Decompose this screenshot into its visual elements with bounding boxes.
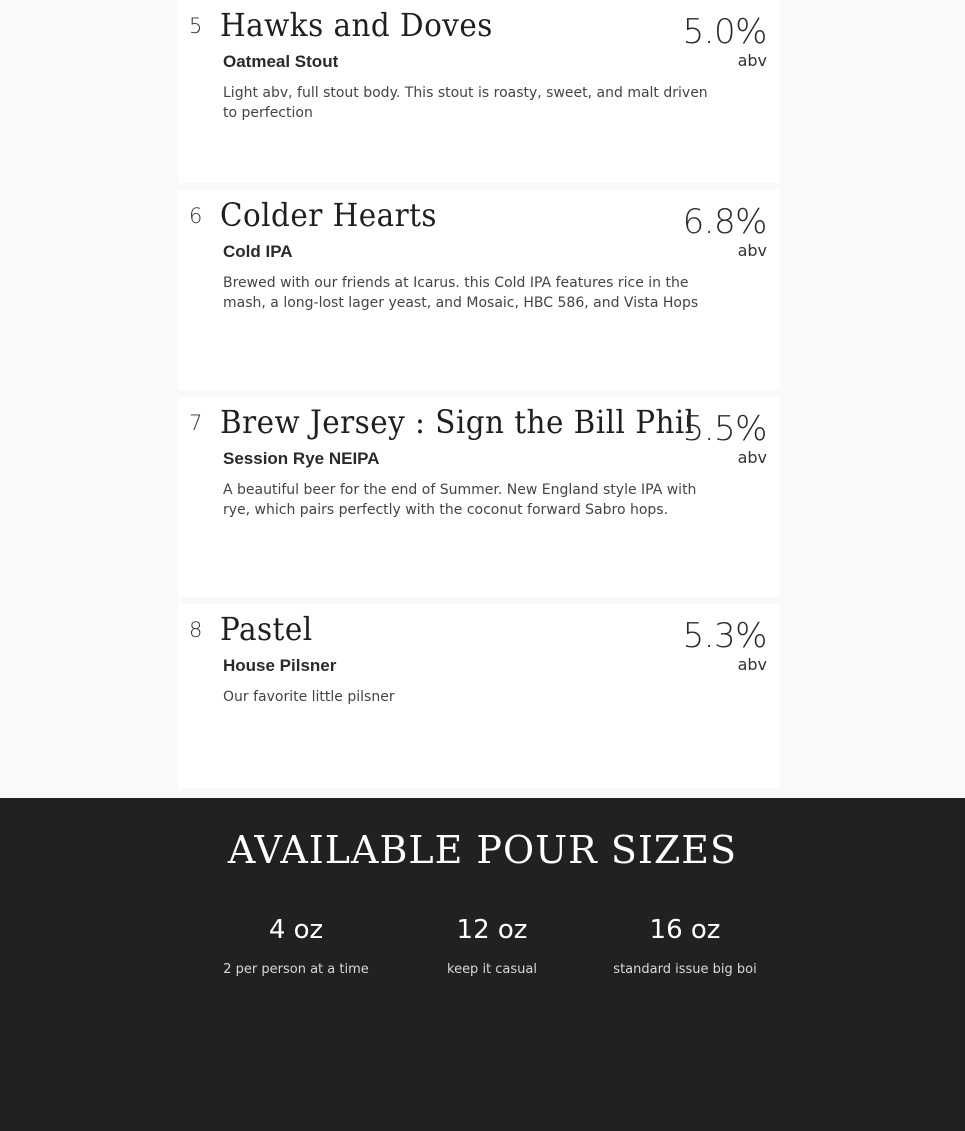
- pour-option: [196, 910, 396, 977]
- pour-note: standard issue big boi: [613, 962, 757, 977]
- beer-card: [178, 0, 780, 183]
- beer-number: 8: [189, 618, 203, 642]
- abv-label: abv: [737, 655, 767, 674]
- abv-label: abv: [737, 51, 767, 70]
- beer-name: Pastel: [220, 610, 313, 648]
- beer-number: 5: [189, 14, 203, 38]
- pour-size: 16 oz: [649, 915, 721, 945]
- pour-size: 12 oz: [456, 915, 528, 945]
- beer-card: [178, 190, 780, 390]
- beer-number: 7: [189, 411, 203, 435]
- beer-style: Oatmeal Stout: [223, 52, 339, 71]
- beer-abv: 6.8%: [682, 202, 767, 242]
- pour-sizes-title: AVAILABLE POUR SIZES: [227, 828, 738, 872]
- beer-style: House Pilsner: [223, 656, 337, 675]
- beer-name: Brew Jersey : Sign the Bill Phil: [220, 403, 695, 441]
- abv-label: abv: [737, 241, 767, 260]
- beer-style: Session Rye NEIPA: [223, 449, 380, 468]
- beer-abv: 5.3%: [682, 616, 767, 656]
- pour-sizes-section: [0, 798, 965, 1131]
- beer-description: Light abv, full stout body. This stout is roasty, sweet, and malt driven to perfection: [223, 85, 708, 121]
- beer-card: [178, 397, 780, 597]
- abv-label: abv: [737, 448, 767, 467]
- beer-description: A beautiful beer for the end of Summer. New England style IPA with rye, which pairs perfectly with the coconut forward Sabro hops.: [223, 482, 697, 518]
- beer-abv: 5.5%: [682, 409, 767, 449]
- beer-abv: 5.0%: [682, 12, 767, 52]
- pour-note: keep it casual: [447, 962, 537, 977]
- beer-name: Colder Hearts: [220, 196, 438, 234]
- beer-card: [178, 604, 780, 788]
- pour-size: 4 oz: [268, 915, 324, 945]
- pour-option: [585, 910, 785, 977]
- pour-option: [392, 910, 592, 977]
- beer-number: 6: [189, 204, 203, 228]
- pour-note: 2 per person at a time: [223, 962, 369, 977]
- beer-style: Cold IPA: [223, 242, 293, 261]
- beer-description: Brewed with our friends at Icarus. this Cold IPA features rice in the mash, a long-lost lager yeast, and Mosaic, HBC 586, and Vista Hops: [223, 275, 699, 311]
- beer-description: Our favorite little pilsner: [223, 689, 395, 705]
- beer-name: Hawks and Doves: [220, 6, 493, 44]
